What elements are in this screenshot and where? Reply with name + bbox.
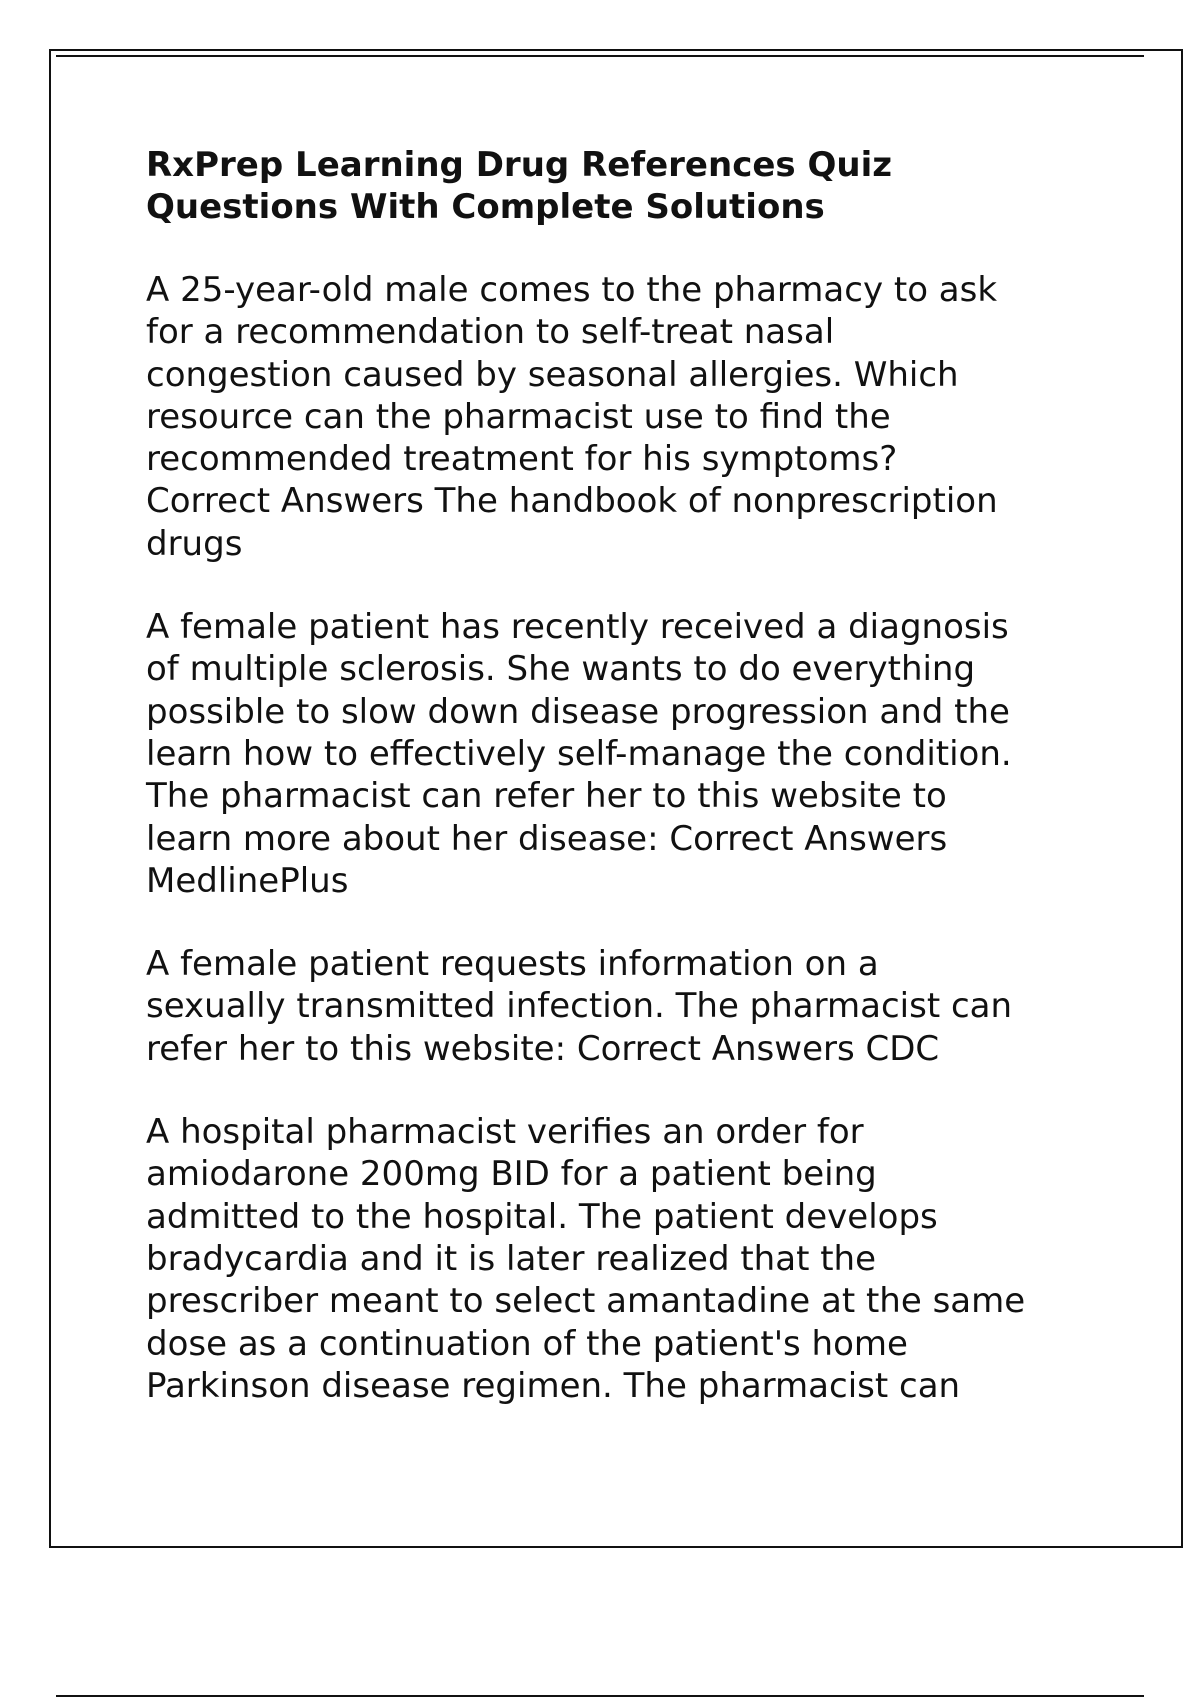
qa-entry-1: A 25-year-old male comes to the pharmacy to ask for a recommendation to self-treat nasal congestion caused by seasonal allergies. Which resource can the pharmacist use to find the recommended treatment for his symptoms? Correct Answers The handbook of nonprescription drugs bbox=[146, 270, 998, 564]
document-body bbox=[146, 144, 1096, 1407]
top-rule bbox=[56, 55, 1144, 57]
document-title: RxPrep Learning Drug References Quiz Questions With Complete Solutions bbox=[146, 145, 893, 227]
qa-entry-2: A female patient has recently received a diagnosis of multiple sclerosis. She wants to do everything possible to slow down disease progression and the learn how to effectively self-manage the condition. The pharmacist can refer her to this website to learn more about her disease: Correct Answers MedlinePlus bbox=[146, 607, 1012, 901]
bottom-rule bbox=[56, 1695, 1144, 1697]
qa-entry-3: A female patient requests information on a sexually transmitted infection. The pharmacist can refer her to this website: Correct Answers CDC bbox=[146, 944, 1013, 1069]
qa-entry-4: A hospital pharmacist verifies an order for amiodarone 200mg BID for a patient being admitted to the hospital. The patient develops bradycardia and it is later realized that the prescriber meant to select amantadine at the same dose as a continuation of the patient's home Parkinson disease regimen. The pharmacist can bbox=[146, 1112, 1026, 1406]
